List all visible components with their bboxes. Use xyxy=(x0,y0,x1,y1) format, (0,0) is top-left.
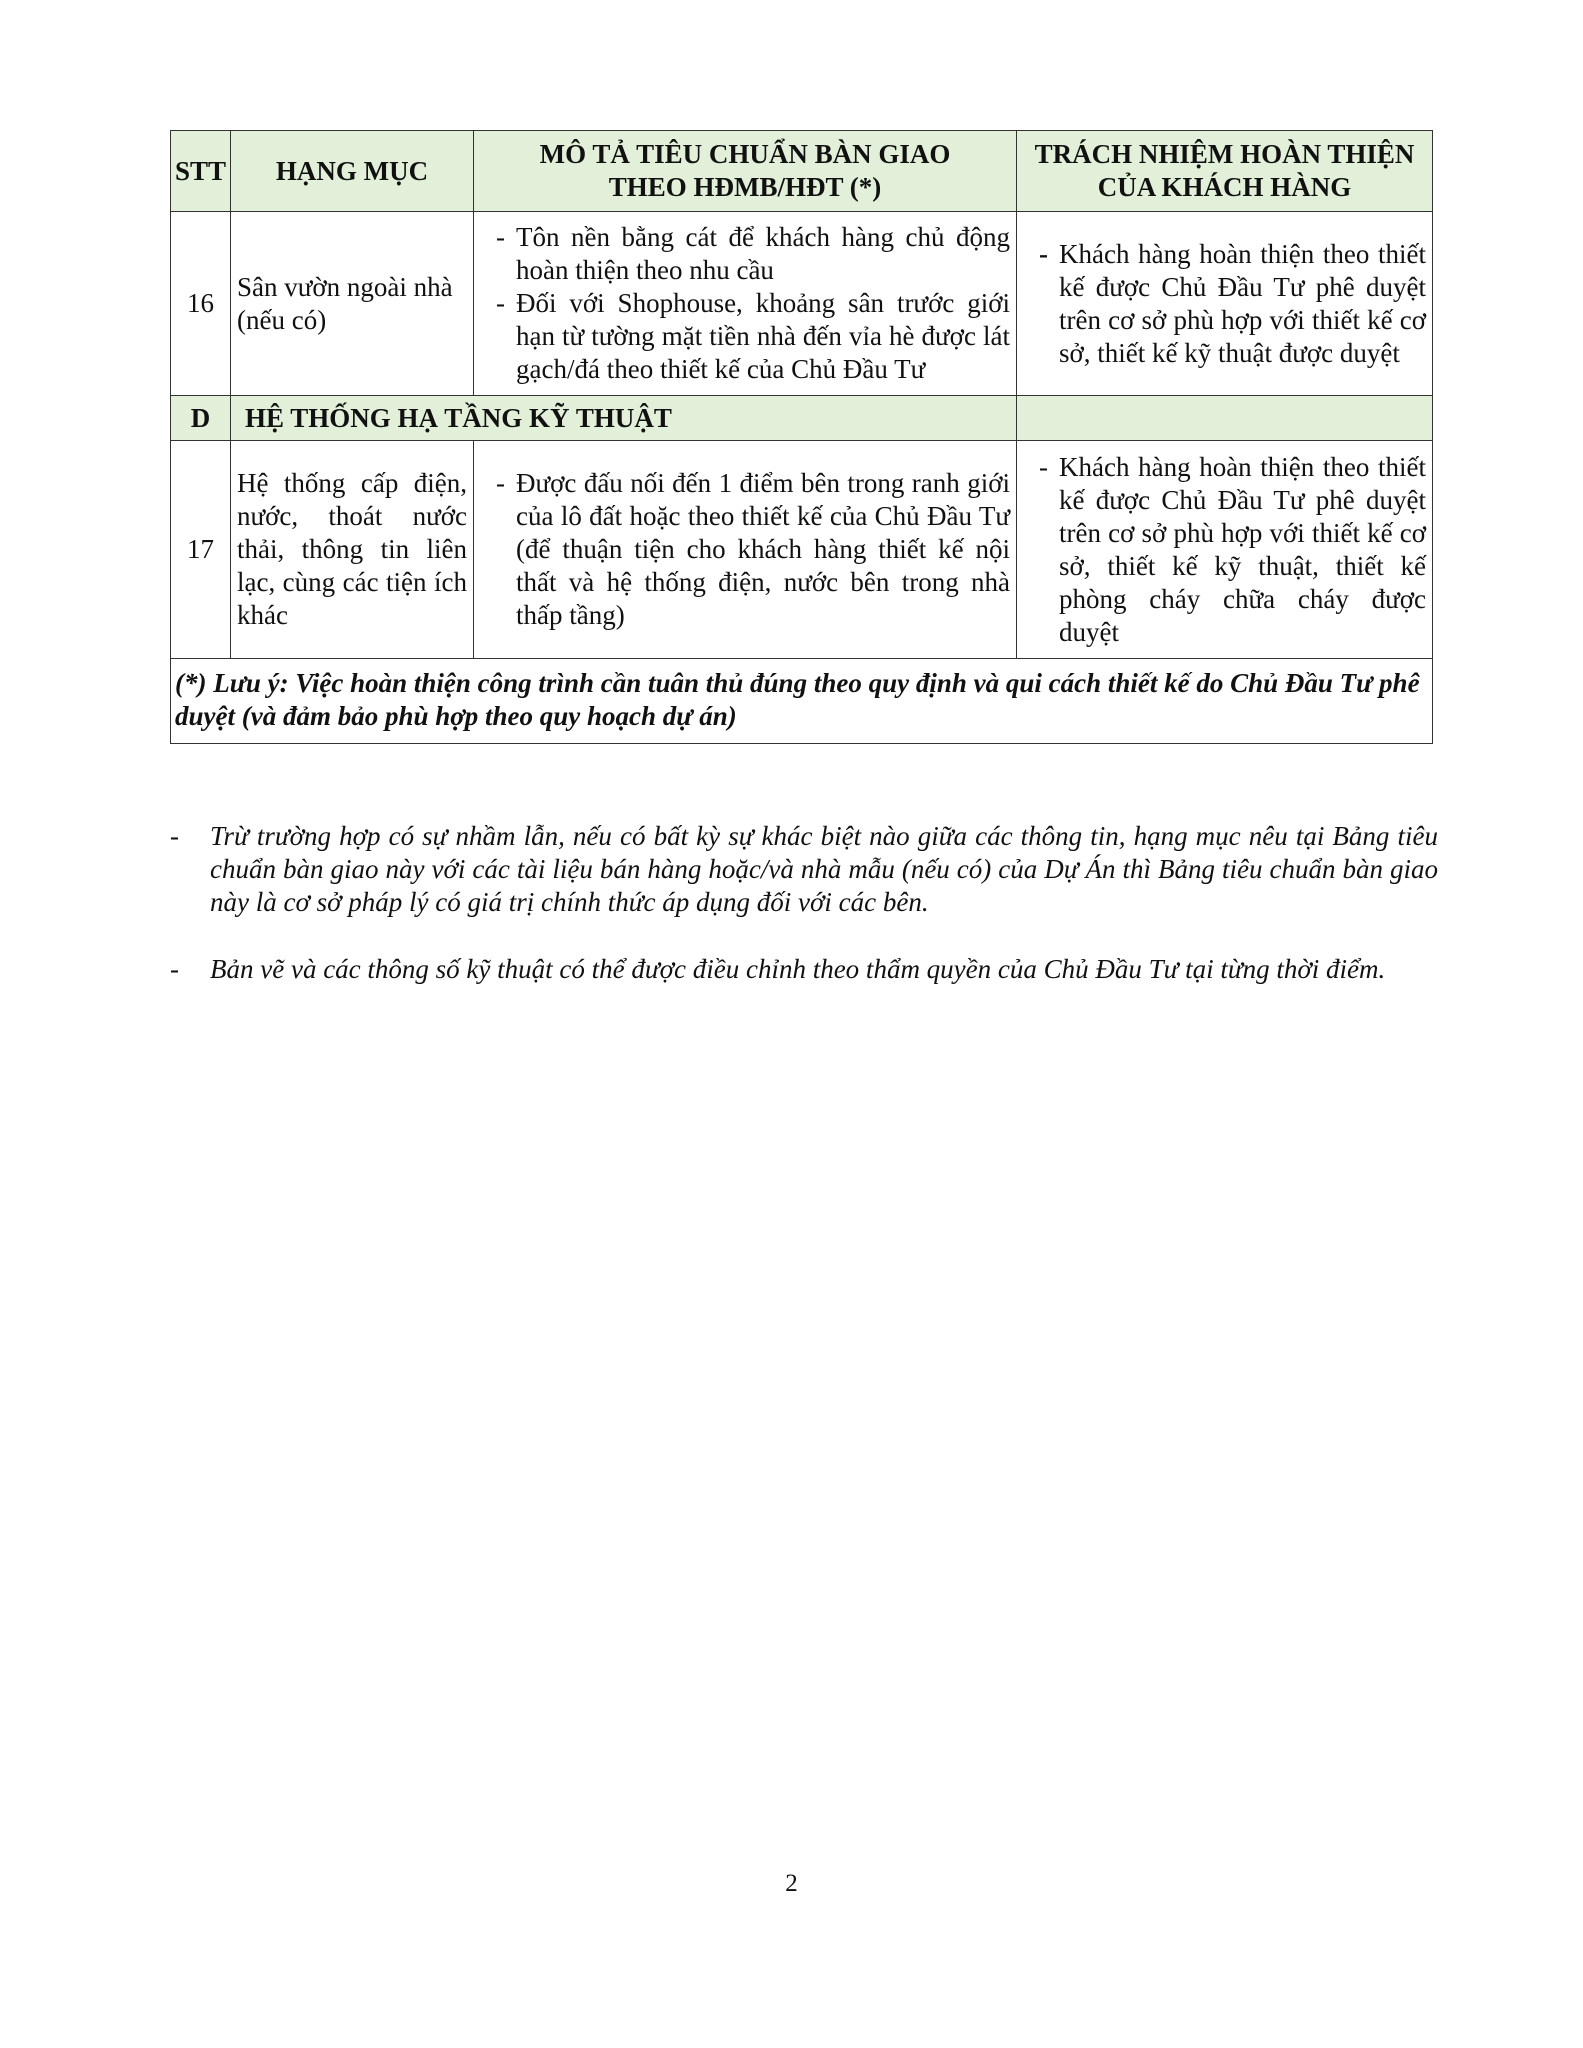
header-stt: STT xyxy=(171,131,231,212)
table-note-row xyxy=(171,659,1433,744)
header-description-line1: MÔ TẢ TIÊU CHUẨN BÀN GIAO xyxy=(539,139,951,169)
header-responsibility-line1: TRÁCH NHIỆM HOÀN THIỆN xyxy=(1034,139,1415,169)
page-number: 2 xyxy=(785,1870,798,1897)
paragraph-dash: - xyxy=(170,821,179,851)
paragraph-text: Trừ trường hợp có sự nhầm lẫn, nếu có bất kỳ sự khác biệt nào giữa các thông tin, hạng mục nêu tại Bảng tiêu chuẩn bàn giao này với các tài liệu bán hàng hoặc/và nhà mẫu (nếu có) của Dự Án thì Bảng tiêu chuẩn bàn giao này là cơ sở pháp lý có giá trị chính thức áp dụng đối với các bên. xyxy=(210,821,1438,917)
row-16-description-item: - Đối với Shophouse, khoảng sân trước giới hạn từ tường mặt tiền nhà đến vỉa hè được lát gạch/đá theo thiết kế của Chủ Đầu Tư xyxy=(480,287,1010,386)
header-responsibility-line2: CỦA KHÁCH HÀNG xyxy=(1097,172,1352,202)
table-note: (*) Lưu ý: Việc hoàn thiện công trình cần tuân thủ đúng theo quy định và qui cách thiết kế do Chủ Đầu Tư phê duyệt (và đảm bảo phù hợp theo quy hoạch dự án) xyxy=(171,659,1433,744)
section-d-code: D xyxy=(171,396,231,441)
paragraph-dash: - xyxy=(170,954,179,984)
header-description xyxy=(474,131,1017,212)
paragraph-text: Bản vẽ và các thông số kỹ thuật có thể được điều chỉnh theo thẩm quyền của Chủ Đầu Tư tại từng thời điểm. xyxy=(210,954,1386,984)
header-responsibility xyxy=(1017,131,1433,212)
row-16-stt: 16 xyxy=(171,212,231,396)
section-d-row xyxy=(171,396,1433,441)
header-item: HẠNG MỤC xyxy=(231,131,474,212)
row-17-item: Hệ thống cấp điện, nước, thoát nước thải, thông tin liên lạc, cùng các tiện ích khác xyxy=(231,441,474,659)
row-16-item: Sân vườn ngoài nhà (nếu có) xyxy=(231,212,474,396)
row-17-description xyxy=(474,441,1017,659)
row-16-description-item: - Tôn nền bằng cát để khách hàng chủ động hoàn thiện theo nhu cầu xyxy=(480,221,1010,287)
row-17-description-item: - Được đấu nối đến 1 điểm bên trong ranh giới của lô đất hoặc theo thiết kế của Chủ Đầu Tư (để thuận tiện cho khách hàng thiết kế nội thất và hệ thống điện, nước bên trong nhà thấp tầng) xyxy=(480,467,1010,632)
handover-standards-table xyxy=(170,130,1433,744)
table-row xyxy=(171,212,1433,396)
row-17-stt: 17 xyxy=(171,441,231,659)
row-17-responsibility-item: - Khách hàng hoàn thiện theo thiết kế được Chủ Đầu Tư phê duyệt trên cơ sở phù hợp với thiết kế cơ sở, thiết kế kỹ thuật, thiết kế phòng cháy chữa cháy được duyệt xyxy=(1023,451,1426,649)
header-description-line2: THEO HĐMB/HĐT (*) xyxy=(608,172,882,202)
row-16-responsibility-item: - Khách hàng hoàn thiện theo thiết kế được Chủ Đầu Tư phê duyệt trên cơ sở phù hợp với thiết kế cơ sở, thiết kế kỹ thuật được duyệt xyxy=(1023,238,1426,370)
note-paragraph xyxy=(170,820,1438,919)
row-17-responsibility xyxy=(1017,441,1433,659)
notes-section xyxy=(170,820,1438,986)
table-header-row xyxy=(171,131,1433,212)
row-16-description xyxy=(474,212,1017,396)
row-16-responsibility xyxy=(1017,212,1433,396)
section-d-empty-cell xyxy=(1017,396,1433,441)
note-paragraph xyxy=(170,953,1438,986)
table-row xyxy=(171,441,1433,659)
section-d-title: HỆ THỐNG HẠ TẦNG KỸ THUẬT xyxy=(231,396,1017,441)
